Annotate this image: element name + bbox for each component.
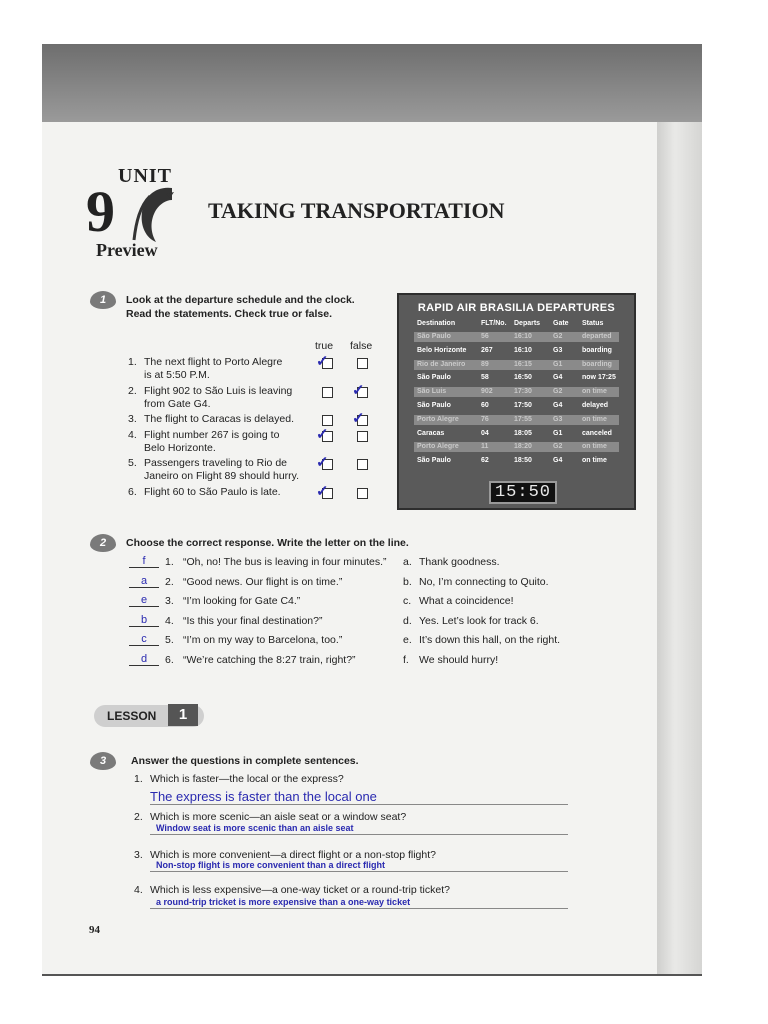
board-cell: Porto Alegre [417,415,459,423]
prompt-number: 3. [165,595,174,607]
question-text: Which is more scenic—an aisle seat or a window seat? [150,811,407,823]
board-column-header: Status [582,320,604,327]
board-column-header: Departs [514,320,541,327]
question-text: Which is more convenient—a direct flight or a non-stop flight? [150,849,436,861]
prompt-text: “I’m on my way to Barcelona, too.” [183,634,343,646]
board-cell: 902 [481,388,493,396]
false-checkbox[interactable] [357,431,368,442]
handwritten-answer: Window seat is more scenic than an aisle seat [156,823,354,833]
column-false-header: false [350,340,373,352]
question-number: 4. [134,884,143,896]
response-letter: e. [403,634,412,646]
answer-blank: b [129,614,159,627]
board-cell: São Paulo [417,457,451,465]
unit-label: UNIT [118,165,173,187]
prompt-text: “Oh, no! The bus is leaving in four minutes.” [183,556,387,568]
statement-line: from Gate G4. [144,398,211,410]
board-cell: 76 [481,415,489,423]
instruction-line-2: Read the statements. Check true or false. [126,308,332,320]
statement-line: Flight 902 to São Luis is leaving [144,385,293,397]
board-cell: boarding [582,346,612,354]
response-letter: b. [403,575,412,588]
prompt-number: 5. [165,634,174,646]
response-text: Thank goodness. [419,556,500,568]
board-column-header: Destination [417,320,456,327]
board-cell: on time [582,443,607,451]
prompt-text: “Good news. Our flight is on time.” [183,575,343,588]
board-cell: G3 [553,346,563,354]
board-cell: 18:20 [514,443,532,451]
board-cell: São Paulo [417,374,451,382]
response-text: We should hurry! [419,653,499,666]
board-cell: 62 [481,457,489,465]
board-cell: 16:10 [514,333,532,340]
question-number: 1. [134,773,143,785]
answer-blank: a [129,575,159,588]
handwritten-check-icon: ✓ [316,454,329,471]
board-cell: 17:50 [514,402,532,409]
board-cell: G3 [553,415,563,423]
unit-title: TAKING TRANSPORTATION [208,198,505,223]
answer-blank: c [129,633,159,646]
statement-line: The flight to Caracas is delayed. [144,413,294,425]
board-column-header: FLT/No. [481,320,507,327]
answer-line [150,908,568,909]
response-letter: d. [403,614,412,627]
board-cell: São Paulo [417,402,451,409]
board-cell: 58 [481,374,489,382]
exercise-3-badge: 3 [90,752,116,770]
column-true-header: true [315,340,334,352]
board-cell: on time [582,457,607,465]
board-cell: G2 [553,443,563,451]
handwritten-check-icon: ✓ [316,353,329,370]
statement-line: Flight number 267 is going to [144,429,280,441]
exercise-2-instruction: Choose the correct response. Write the letter on the line. [126,537,409,549]
board-cell: 267 [481,346,493,354]
board-cell: São Paulo [417,333,451,340]
board-cell: 17:55 [514,415,532,423]
board-cell: boarding [582,360,612,368]
exercise-3-instruction: Answer the questions in complete sentences. [131,755,359,767]
statement-line: Passengers traveling to Rio de [144,457,287,469]
statement-line: is at 5:50 P.M. [144,369,210,381]
board-cell: 18:05 [514,429,532,437]
handwritten-answer: a round-trip tricket is more expensive than a one-way ticket [156,897,411,907]
response-text: No, I’m connecting to Quito. [419,575,549,588]
board-cell: G4 [553,374,563,382]
answer-line [150,871,568,872]
board-cell: now 17:25 [582,374,616,382]
board-cell: 60 [481,402,489,409]
true-checkbox[interactable] [322,415,333,426]
board-cell: on time [582,415,607,423]
page-bottom-edge [42,974,702,976]
false-checkbox[interactable] [357,358,368,369]
unit-preview-label: Preview [96,240,158,260]
board-cell: 16:10 [514,346,532,354]
prompt-text: “We’re catching the 8:27 train, right?” [183,653,356,666]
board-cell: 11 [481,443,489,451]
handwritten-check-icon: ✓ [352,382,365,399]
question-number: 3. [134,849,143,861]
answer-line [150,834,568,835]
true-checkbox[interactable] [322,387,333,398]
digital-clock: 15:50 [489,481,557,504]
response-letter: a. [403,556,412,568]
response-text: What a coincidence! [419,595,514,607]
question-text: Which is less expensive—a one-way ticket or a round-trip ticket? [150,884,450,896]
next-page-edge [657,122,702,974]
answer-blank: f [129,555,159,568]
prompt-number: 4. [165,614,174,627]
statement-line: The next flight to Porto Alegre [144,356,283,368]
board-cell: 17:30 [514,388,532,396]
lesson-label: LESSON [107,709,157,723]
prompt-text: “I’m looking for Gate C4.” [183,595,301,607]
board-cell: 16:50 [514,374,532,382]
board-cell: 04 [481,429,489,437]
response-text: Yes. Let’s look for track 6. [419,614,539,627]
handwritten-check-icon: ✓ [352,410,365,427]
statement-line: Belo Horizonte. [144,442,216,454]
prompt-number: 2. [165,575,174,588]
board-title: RAPID AIR BRASILIA DEPARTURES [417,302,616,314]
answer-line [150,804,568,805]
handwritten-answer: The express is faster than the local one [150,789,377,804]
board-cell: Caracas [417,429,445,437]
board-cell: 89 [481,360,489,368]
item-number: 2. [128,385,137,397]
statement-line: Flight 60 to São Paulo is late. [144,486,281,498]
board-cell: 18:50 [514,457,532,465]
false-checkbox[interactable] [357,459,368,470]
item-number: 5. [128,457,137,469]
exercise-1-badge: 1 [90,291,116,309]
exercise-1-instruction [126,293,355,321]
board-cell: Porto Alegre [417,443,459,451]
board-cell: G2 [553,333,563,340]
question-number: 2. [134,811,143,823]
board-cell: Belo Horizonte [417,346,467,354]
answer-blank: d [129,653,159,666]
board-cell: G4 [553,457,563,465]
scan-shadow-top [42,44,702,122]
response-letter: f. [403,653,409,666]
item-number: 1. [128,356,137,368]
item-number: 6. [128,486,137,498]
handwritten-answer: Non-stop flight is more convenient than a direct flight [156,860,386,870]
departure-board [397,293,636,510]
board-column-header: Gate [553,320,569,327]
board-cell: G4 [553,402,563,409]
board-cell: 16:15 [514,360,532,368]
page-number: 94 [89,924,100,936]
exercise-2-badge: 2 [90,534,116,552]
question-text: Which is faster—the local or the express? [150,773,344,785]
item-number: 3. [128,413,137,425]
board-cell: on time [582,388,607,396]
eagle-logo-icon [126,182,176,244]
response-text: It’s down this hall, on the right. [419,634,561,646]
statement-line: Janeiro on Flight 89 should hurry. [144,470,300,482]
instruction-line-1: Look at the departure schedule and the clock. [126,294,355,306]
board-cell: departed [582,333,612,340]
response-letter: c. [403,595,412,607]
board-cell: G1 [553,360,563,368]
board-cell: Rio de Janeiro [417,360,466,368]
lesson-number: 1 [168,704,198,726]
board-cell: São Luis [417,388,447,396]
prompt-text: “Is this your final destination?” [183,614,323,627]
handwritten-check-icon: ✓ [316,426,329,443]
board-cell: delayed [582,402,609,409]
board-cell: G1 [553,429,563,437]
unit-number: 9 [86,179,115,244]
prompt-number: 6. [165,653,174,666]
item-number: 4. [128,429,137,441]
handwritten-check-icon: ✓ [316,483,329,500]
answer-blank: e [129,594,159,607]
board-cell: canceled [582,429,612,437]
false-checkbox[interactable] [357,488,368,499]
board-cell: G2 [553,388,563,396]
board-cell: 56 [481,333,489,340]
prompt-number: 1. [165,556,174,568]
